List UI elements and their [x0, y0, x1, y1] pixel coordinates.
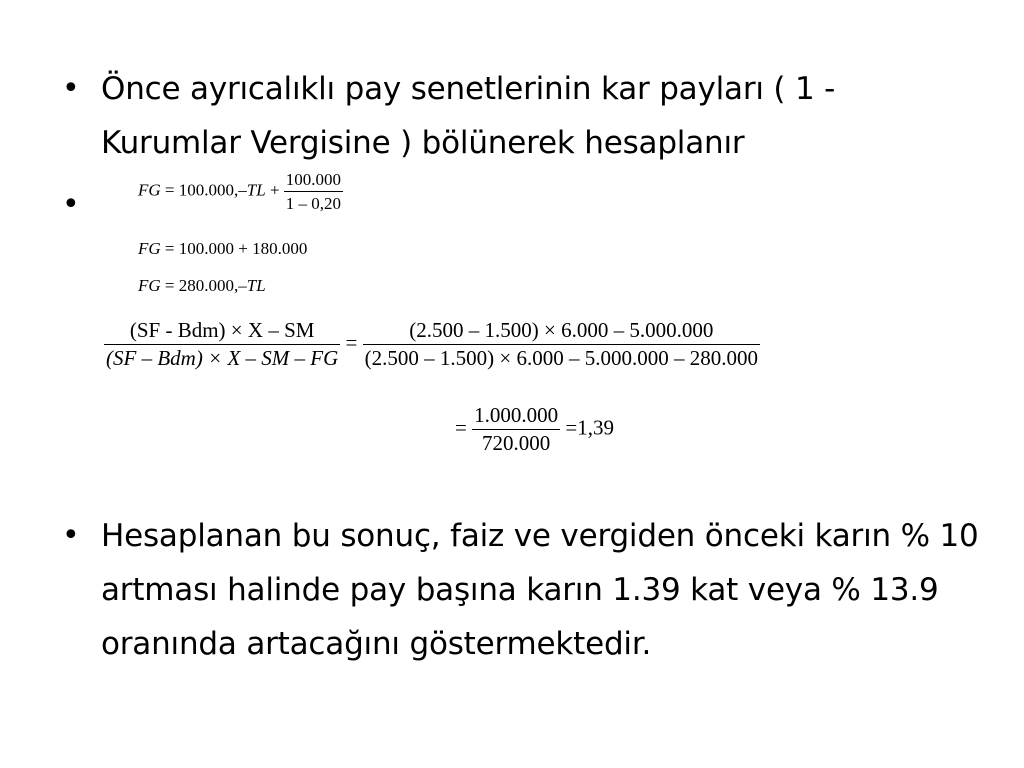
- bullet-text-1: Önce ayrıcalıklı pay senetlerinin kar payları ( 1 - Kurumlar Vergisine ) bölünerek hesaplanır: [101, 71, 836, 161]
- eq-sign: =: [565, 415, 578, 440]
- bullet-dot: •: [62, 518, 80, 553]
- equation-dfl: [104, 320, 760, 369]
- eq-sign: =: [345, 330, 358, 355]
- eq-sign: =: [164, 276, 175, 295]
- bullet-text-2: Hesaplanan bu sonuç, faiz ve vergiden önceki karın % 10 artması halinde pay başına karın 1.39 kat veya % 13.9 oranında artacağını göstermektedir.: [101, 518, 979, 662]
- fraction-denominator: 1 – 0,20: [285, 194, 342, 213]
- eq-unit: TL: [246, 180, 266, 200]
- eq-lhs: FG: [138, 180, 161, 200]
- eq-plus: +: [269, 180, 280, 200]
- eq-fraction: [284, 171, 343, 212]
- eq-sign: =: [164, 239, 175, 258]
- eq-rhs: 100.000 + 180.000: [178, 239, 308, 258]
- result-fraction: [472, 405, 560, 454]
- eq-lhs: FG: [138, 239, 161, 258]
- equation-fg-1: [138, 171, 343, 212]
- eq-term: 100.000,–: [178, 180, 247, 200]
- eq-unit: TL: [246, 276, 266, 295]
- bullet-dot: •: [62, 71, 80, 106]
- fraction-numerator: 100.000: [284, 171, 343, 192]
- fraction-denominator: (2.500 – 1.500) × 6.000 – 5.000.000 – 280.000: [364, 346, 758, 370]
- dfl-numeric-fraction: [363, 320, 760, 369]
- fraction-numerator: 1.000.000: [472, 405, 560, 430]
- fraction-numerator: (2.500 – 1.500) × 6.000 – 5.000.000: [363, 320, 760, 345]
- eq-lhs: FG: [138, 276, 161, 295]
- equation-result: [455, 405, 614, 454]
- equation-fg-2: [138, 240, 307, 257]
- result-value: 1,39: [577, 415, 614, 440]
- fraction-numerator: (SF - Bdm) × X – SM: [104, 320, 340, 345]
- eq-sign: =: [164, 180, 175, 200]
- dfl-symbolic-fraction: [104, 320, 340, 369]
- eq-sign: =: [455, 415, 467, 440]
- bullet-dot: •: [62, 187, 80, 222]
- fraction-denominator: (SF – Bdm) × X – SM – FG: [106, 346, 339, 370]
- eq-rhs: 280.000,–: [178, 276, 247, 295]
- equation-fg-3: [138, 277, 266, 294]
- fraction-denominator: 720.000: [481, 431, 551, 455]
